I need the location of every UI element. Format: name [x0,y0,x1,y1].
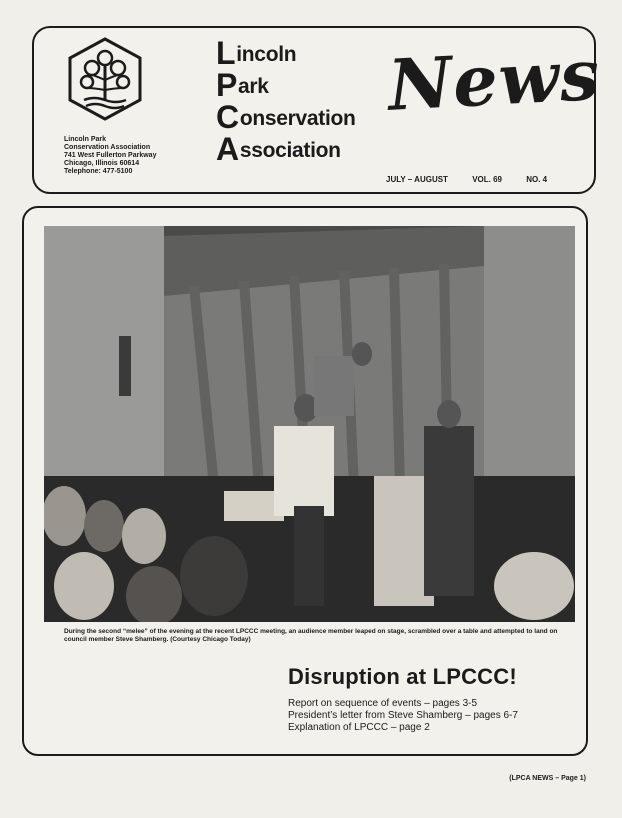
address-line: Conservation Association [64,144,151,151]
contents-item: Report on sequence of events – pages 3-5 [288,698,478,709]
address-line: Telephone: 477-5100 [64,168,133,175]
headline: Disruption at LPCCC! [288,664,517,689]
title-line-association: Association [216,131,341,167]
title-line-conservation: Conservation [216,99,356,135]
contents-item: Explanation of LPCCC – page 2 [288,722,430,733]
address-line: Lincoln Park [64,136,107,143]
news-wordmark: News [386,32,603,127]
title-line-lincoln: Lincoln [216,35,297,71]
association-address [64,136,156,176]
issue-number: NO. 4 [526,175,548,184]
front-page-feature [22,206,588,756]
address-line: 741 West Fullerton Parkway [64,152,157,159]
page-footer: (LPCA NEWS – Page 1) [509,775,586,782]
issue-info [386,175,569,184]
address-line: Chicago, Illinois 60614 [64,160,140,167]
meeting-melee-photo [44,226,575,622]
association-title [216,35,356,167]
photo-caption: During the second “melee” of the evening at the recent LPCCC meeting, an audience member leaped on stage, scrambled over a table and attempted to land on council member Steve Shamberg. (Courtesy Chicago Today) [64,628,558,643]
masthead [32,26,603,194]
issue-contents [288,698,518,734]
issue-volume: VOL. 69 [472,175,502,184]
title-line-park: Park [216,67,269,103]
lpca-tree-logo-icon [62,36,148,122]
issue-date: JULY – AUGUST [386,175,448,184]
contents-item: President’s letter from Steve Shamberg – pages 6-7 [288,710,518,721]
